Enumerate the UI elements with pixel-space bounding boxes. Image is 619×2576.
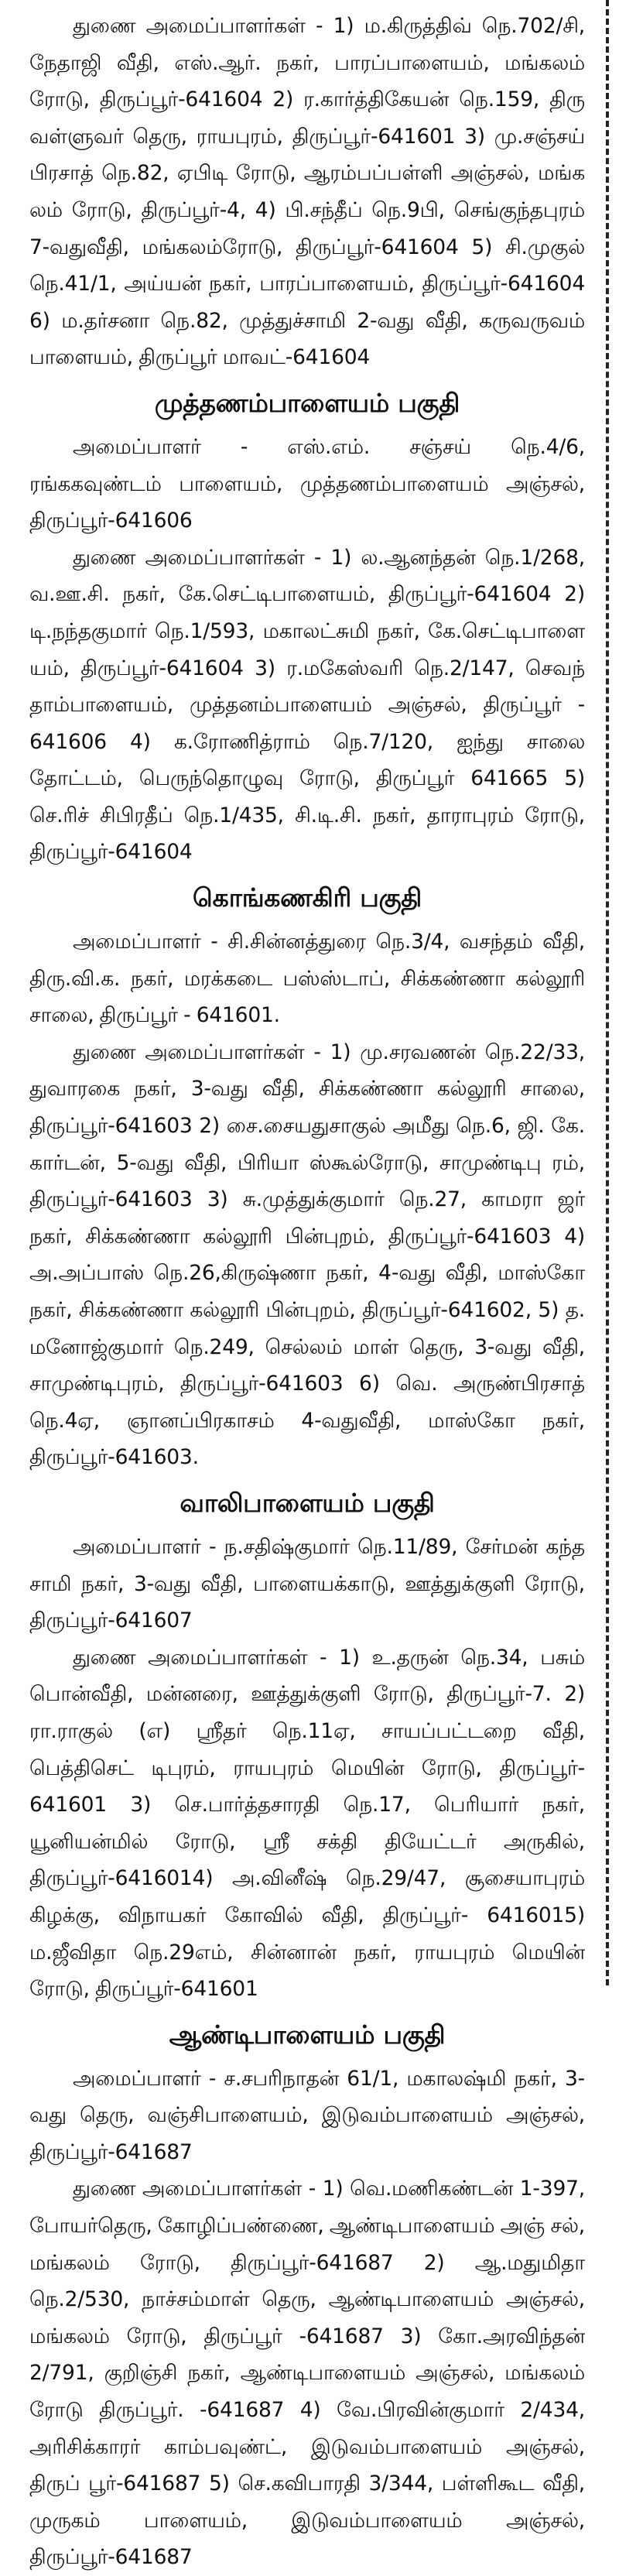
deputy-organizers-andipalayam: துணை அமைப்பாளர்கள் - 1) வெ.மணிகண்டன் 1-397, போயர்தெரு, கோழிப்பண்ணை, ஆண்டிபாளையம் அஞ் சல், மங்கலம் ரோடு, திருப்பூர்-641687 2) ஆ.மதுமிதா நெ.2/530, நாச்சம்மாள் தெரு, ஆண்டிபாளையம் அஞ்சல், மங்கலம் ரோடு, திருப்பூர் -641687 3) கோ.அரவிந்தன் 2/791, குறிஞ்சி நகர், ஆண்டிபாளையம் அஞ்சல், மங்கலம் ரோடு திருப்பூர். -641687 4) வே.பிரவின்குமார் 2/434, அரிசிக்காரர் காம்பவுண்ட், இடுவம்பாளையம் அஞ்சல், திருப் பூர்-641687 5) செ.கவிபாரதி 3/344, பள்ளிகூட வீதி, முருகம் பாளையம், இடுவம்பாளையம் அஞ்சல், திருப்பூர்-641687 [29,2177,585,2570]
organizer-konganagiri: அமைப்பாளர் - சி.சின்னத்துரை நெ.3/4, வசந்தம் வீதி, திரு.வி.க. நகர், மரக்கடை பஸ்ஸ்டாப், சிக்கண்ணா கல்லூரி சாலை, திருப்பூர் - 641601. [29,930,585,1028]
deputy-organizers-konganagiri: துணை அமைப்பாளர்கள் - 1) மு.சரவணன் நெ.22/33, துவாரகை நகர், 3-வது வீதி, சிக்கண்ணா கல்லூரி சாலை, திருப்பூர்-641603 2) சை.சையதுசாகுல் அமீது நெ.6, ஜி. கே. கார்டன், 5-வது வீதி, பிரியா ஸ்கூல்ரோடு, சாமுண்டிபு ரம், திருப்பூர்-641603 3) சு.முத்துக்குமார் நெ.27, காமரா ஜர் நகர், சிக்கண்ணா கல்லூரி பின்புறம், திருப்பூர்-641603 4) அ.அப்பாஸ் நெ.26,கிருஷ்ணா நகர், 4-வது வீதி, மாஸ்கோ நகர், சிக்கண்ணா கல்லூரி பின்புறம், திருப்பூர்-641602, 5) த. மனோஜ்குமார் நெ.249, செல்லம் மாள் தெரு, 3-வது வீதி, சாமுண்டிபுரம், திருப்பூர்-641603 6) வெ. அருண்பிரசாத் நெ.4ஏ, ஞானப்பிரகாசம் 4-வதுவீதி, மாஸ்கோ நகர், திருப்பூர்-641603. [29,1040,585,1470]
section-heading-valipalayam: வாலிபாளையம் பகுதி [180,1487,435,1518]
section-valipalayam [29,1482,585,2008]
organizer-andipalayam: அமைப்பாளர் - ச.சபரிநாதன் 61/1, மகாலஷ்மி நகர், 3-வது தெரு, வஞ்சிபாளையம், இடுவம்பாளையம் அஞ்சல், திருப்பூர்-641687 [29,2066,585,2164]
section-heading-andipalayam: ஆண்டிபாளையம் பகுதி [169,2019,446,2050]
deputy-organizers-muthanampalayam: துணை அமைப்பாளர்கள் - 1) ல.ஆனந்தன் நெ.1/268, வ.ஊ.சி. நகர், கே.செட்டிபாளையம், திருப்பூர்-641604 2) டி.நந்தகுமார் நெ.1/593, மகாலட்சுமி நகர், கே.செட்டிபாளை யம், திருப்பூர்-641604 3) ர.மகேஸ்வரி நெ.2/147, செவந் தாம்பாளையம், முத்தனம்பாளையம் அஞ்சல், திருப்பூர் - 641606 4) க.ரோணித்ராம் நெ.7/120, ஐந்து சாலை தோட்டம், பெருந்தொழுவு ரோடு, திருப்பூர் 641665 5) செ.ரிச் சிபிரதீப் நெ.1/435, சி.டி.சி. நகர், தாராபுரம் ரோடு, திருப்பூர்-641604 [29,545,585,865]
section-heading-konganagiri: கொங்கணகிரி பகுதி [192,882,422,913]
organizer-valipalayam: அமைப்பாளர் - ந.சதிஷ்குமார் நெ.11/89, சேர்மன் கந்த சாமி நகர், 3-வது வீதி, பாளையக்காடு, ஊத்துக்குளி ரோடு, திருப்பூர்-641607 [29,1534,585,1633]
section-muthanampalayam [29,382,585,871]
deputy-organizers-valipalayam: துணை அமைப்பாளர்கள் - 1) உ.தருன் நெ.34, பசும் பொன்வீதி, மன்னரை, ஊத்துக்குளி ரோடு, திருப்பூர்-7. 2) ரா.ராகுல் (எ) ஸ்ரீதர் நெ.11ஏ, சாயப்பட்டறை வீதி, பெத்திசெட் டிபுரம், ராயபுரம் மெயின் ரோடு, திருப்பூர்- 641601 3) செ.பார்த்தசாரதி நெ.17, பெரியார் நகர், யூனியன்மில் ரோடு, ஸ்ரீ சக்தி தியேட்டர் அருகில், திருப்பூர்-6416014) அ.வினீஷ் நெ.29/47, சூசையாபுரம் கிழக்கு, விநாயகர் கோவில் வீதி, திருப்பூர்- 6416015) ம.ஜீவிதா நெ.29எம், சின்னான் நகர், ராயபுரம் மெயின் ரோடு, திருப்பூர்-641601 [29,1645,585,2002]
intro-section [29,8,585,376]
section-andipalayam [29,2014,585,2576]
section-heading-muthanampalayam: முத்தணம்பாளையம் பகுதி [154,387,460,418]
intro-deputy-organizers: துணை அமைப்பாளர்கள் - 1) ம.கிருத்திவ் நெ.702/சி, நேதாஜி வீதி, எஸ்.ஆர். நகர், பாரப்பாளையம், மங்கலம் ரோடு, திருப்பூர்-641604 2) ர.கார்த்திகேயன் நெ.159, திரு வள்ளுவர் தெரு, ராயபுரம், திருப்பூர்-641601 3) மு.சஞ்சய் பிரசாத் நெ.82, ஏபிடி ரோடு, ஆரம்பப்பள்ளி அஞ்சல், மங்க லம் ரோடு, திருப்பூர்-4, 4) பி.சந்தீப் நெ.9பி, செங்குந்தபுரம் 7-வதுவீதி, மங்கலம்ரோடு, திருப்பூர்-641604 5) சி.முகுல் நெ.41/1, அய்யன் நகர், பாரப்பாளையம், திருப்பூர்-641604 6) ம.தர்சனா நெ.82, முத்துச்சாமி 2-வது வீதி, கருவருவம் பாளையம், திருப்பூர் மாவட்-641604 [29,14,585,370]
section-konganagiri [29,877,585,1476]
organizer-muthanampalayam: அமைப்பாளர் - எஸ்.எம். சஞ்சய் நெ.4/6, ரங்ககவுண்டம் பாளையம், முத்தணம்பாளையம் அஞ்சல், திருப்பூர்-641606 [29,434,585,533]
